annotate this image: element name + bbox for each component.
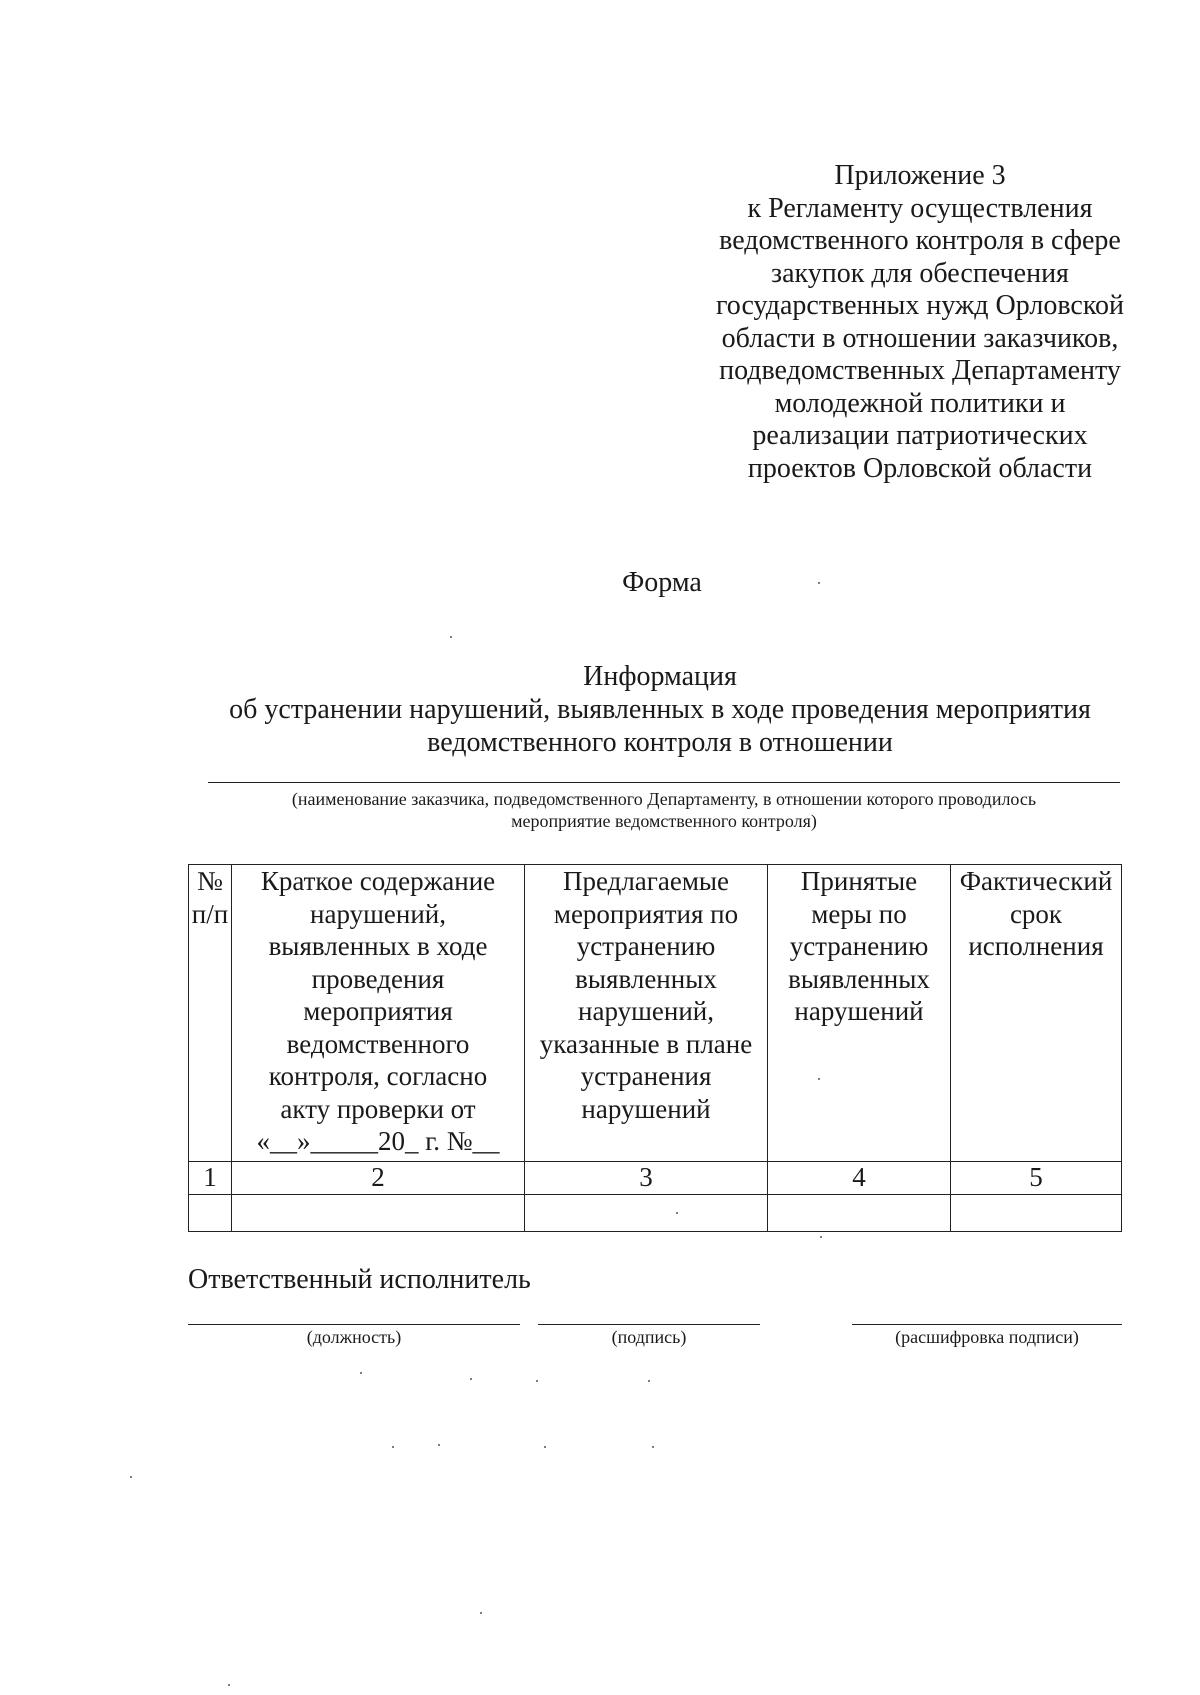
header-text: устранения <box>580 1061 712 1091</box>
header-text: нарушений <box>794 996 924 1026</box>
header-number <box>189 865 232 1162</box>
header-text: устранению <box>789 931 929 961</box>
decoding-line <box>852 1324 1122 1325</box>
header-text: Фактический <box>959 866 1113 896</box>
violations-table <box>188 864 1122 1232</box>
header-text: Краткое содержание <box>260 866 496 896</box>
appendix-line: ведомственного контроля в сфере <box>719 225 1121 256</box>
header-text: нарушений, <box>310 898 446 929</box>
scan-speck <box>676 1212 678 1214</box>
header-proposed-measures <box>525 865 768 1162</box>
appendix-line: молодежной политики и <box>774 387 1066 419</box>
scan-speck <box>652 1446 654 1448</box>
header-text: устранению <box>576 931 716 961</box>
scan-speck <box>820 1236 822 1238</box>
appendix-line: к Регламенту осуществления <box>747 192 1093 224</box>
header-text: акту проверки от <box>280 1093 476 1124</box>
scan-speck <box>648 1380 650 1382</box>
scan-speck <box>392 1446 394 1448</box>
header-measures-taken <box>768 865 951 1162</box>
signature-caption: (подпись) <box>611 1327 687 1347</box>
column-number: 1 <box>189 1162 232 1195</box>
empty-cell <box>189 1195 232 1232</box>
column-number: 5 <box>951 1162 1122 1195</box>
table-header-row <box>189 865 1122 1162</box>
empty-cell <box>768 1195 951 1232</box>
header-text: нарушений <box>581 1093 711 1124</box>
title-line-3: ведомственного контроля в отношении <box>427 727 893 758</box>
empty-cell <box>951 1195 1122 1232</box>
header-text: указанные в плане <box>539 1028 753 1059</box>
appendix-line: Приложение 3 <box>834 160 1006 191</box>
header-text: выявленных в ходе <box>268 931 488 961</box>
header-text: нарушений, <box>578 996 714 1026</box>
appendix-block <box>700 160 1140 485</box>
title-line-2: об устранении нарушений, выявленных в ходе проведения мероприятия <box>229 694 1091 725</box>
scan-speck <box>438 1444 440 1446</box>
empty-cell <box>525 1195 768 1232</box>
header-text: № <box>197 866 223 896</box>
header-text: выявленных <box>788 963 930 994</box>
header-text: п/п <box>191 898 229 929</box>
position-caption: (должность) <box>306 1327 402 1347</box>
appendix-line: подведомственных Департаменту <box>719 355 1121 386</box>
header-text: Принятые <box>800 866 918 896</box>
empty-cell <box>232 1195 525 1232</box>
header-text: срок <box>1009 898 1063 929</box>
table-row <box>189 1195 1122 1232</box>
appendix-line: реализации патриотических <box>752 420 1088 451</box>
position-line <box>188 1324 520 1325</box>
scan-speck <box>480 1612 482 1614</box>
scan-speck <box>470 1378 472 1380</box>
header-text: выявленных <box>575 963 717 994</box>
customer-name-line <box>208 782 1120 783</box>
column-number-row <box>189 1162 1122 1195</box>
scan-speck <box>536 1380 538 1382</box>
caption-line-1: (наименование заказчика, подведомственного Департаменту, в отношении которого проводилось <box>291 789 1037 809</box>
appendix-line: государственных нужд Орловской <box>715 290 1125 321</box>
signature-line <box>538 1324 760 1325</box>
responsible-executor-label: Ответственный исполнитель <box>188 1264 531 1295</box>
header-actual-deadline <box>951 865 1122 1162</box>
customer-name-caption <box>208 788 1120 832</box>
header-text: мероприятия <box>303 996 453 1026</box>
header-text: ведомственного <box>286 1028 470 1059</box>
document-title <box>200 660 1120 759</box>
header-text: проведения <box>311 963 445 994</box>
header-violation-summary <box>232 865 525 1162</box>
scan-speck <box>544 1446 546 1448</box>
decoding-caption: (расшифровка подписи) <box>895 1327 1079 1347</box>
scan-speck <box>228 1684 230 1686</box>
form-label: Форма <box>622 567 702 598</box>
header-text: контроля, согласно <box>268 1061 488 1091</box>
column-number: 2 <box>232 1162 525 1195</box>
scan-speck <box>360 1372 362 1374</box>
header-text: мероприятия по <box>553 898 739 929</box>
scan-speck <box>818 1078 820 1080</box>
header-text: Предлагаемые <box>562 866 730 896</box>
header-text: меры по <box>811 898 907 929</box>
header-text: «__»_____20_ г. №__ <box>256 1126 500 1156</box>
scan-speck <box>818 582 820 584</box>
caption-line-2: мероприятие ведомственного контроля) <box>511 811 817 831</box>
header-text: исполнения <box>968 931 1104 961</box>
scan-speck <box>130 1476 132 1478</box>
appendix-line: закупок для обеспечения <box>771 257 1069 289</box>
appendix-line: проектов Орловской области <box>747 452 1093 484</box>
column-number: 3 <box>525 1162 768 1195</box>
title-line-1: Информация <box>583 661 737 692</box>
column-number: 4 <box>768 1162 951 1195</box>
scan-speck <box>450 636 452 638</box>
appendix-line: области в отношении заказчиков, <box>721 322 1119 354</box>
